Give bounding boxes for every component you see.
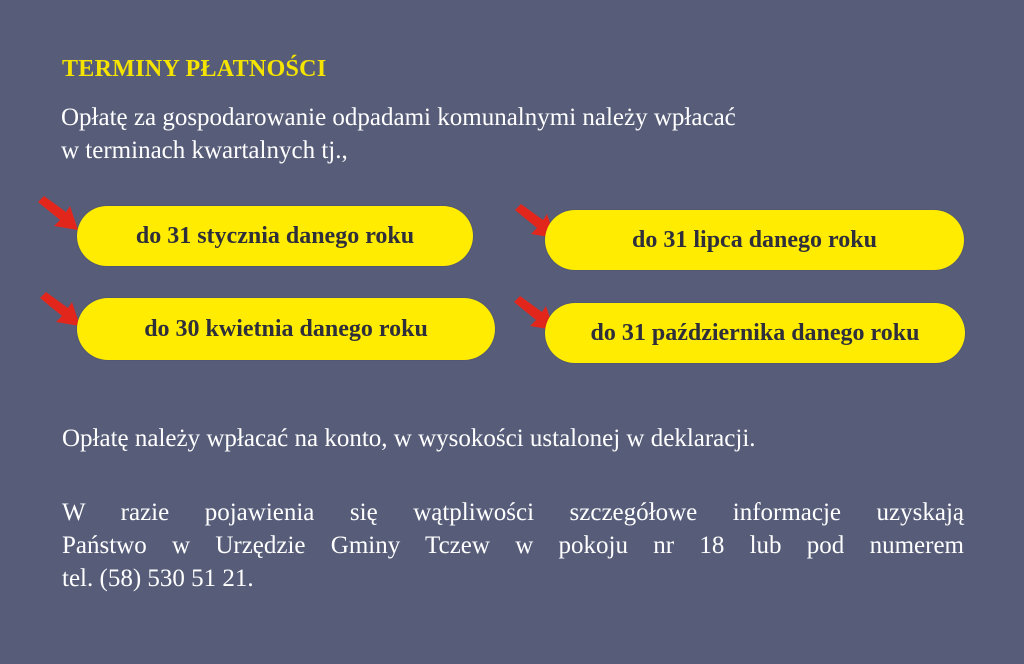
contact-info (62, 496, 964, 595)
deadline-label: do 30 kwietnia danego roku (144, 315, 428, 342)
page-title: TERMINY PŁATNOŚCI (62, 56, 327, 82)
deadline-pill-july (545, 210, 964, 270)
arrow-icon (38, 292, 82, 328)
deadline-pill-january (77, 206, 473, 266)
deadline-label: do 31 stycznia danego roku (135, 222, 415, 249)
deadline-label: do 31 października danego roku (590, 319, 920, 346)
deadline-pill-april (77, 298, 495, 360)
contact-line: tel. (58) 530 51 21. (62, 565, 254, 592)
contact-line: Państwo w Urzędzie Gminy Tczew w pokoju nr 18 lub pod numerem (62, 532, 964, 559)
intro-line: Opłatę za gospodarowanie odpadami komunalnymi należy wpłacać (61, 104, 736, 131)
payment-note: Opłatę należy wpłacać na konto, w wysokości ustalonej w deklaracji. (62, 425, 756, 452)
arrow-icon (36, 196, 80, 232)
deadline-pill-october (545, 303, 965, 363)
contact-line: W razie pojawienia się wątpliwości szczegółowe informacje uzyskają (62, 499, 964, 526)
deadline-label: do 31 lipca danego roku (632, 226, 877, 253)
intro-line: w terminach kwartalnych tj., (61, 137, 348, 164)
intro-text (61, 101, 961, 167)
